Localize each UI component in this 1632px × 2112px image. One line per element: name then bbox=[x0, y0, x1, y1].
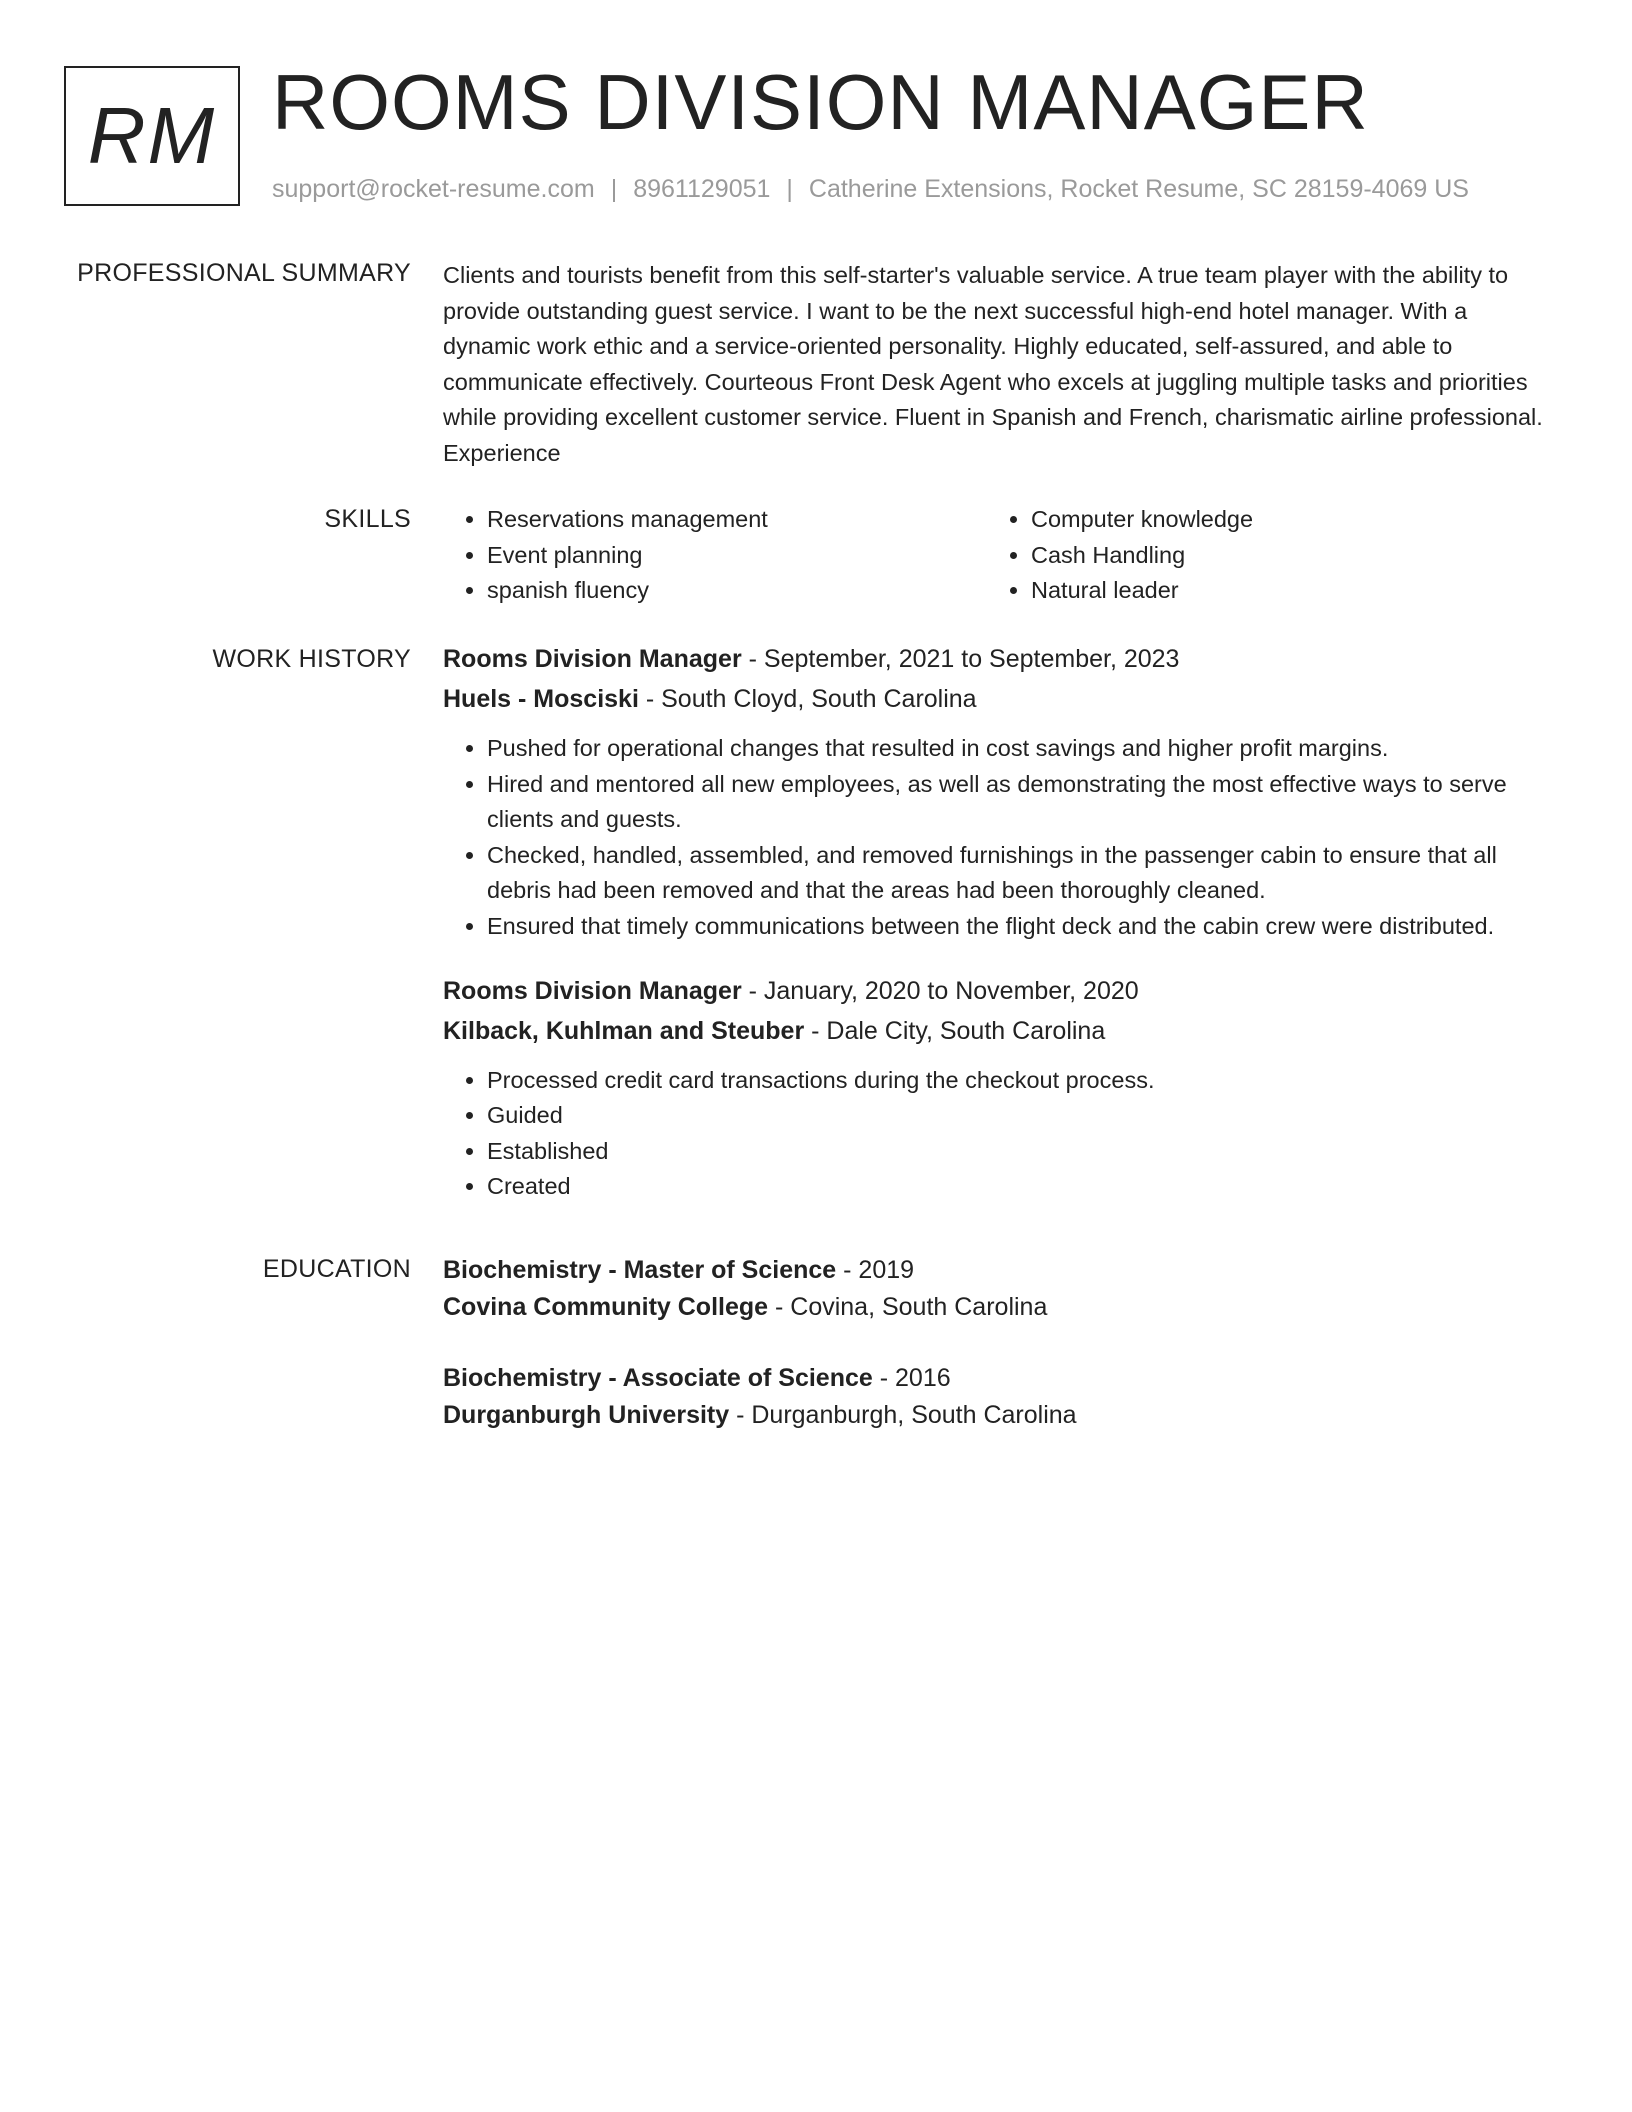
skill-item: • Natural leader bbox=[1031, 573, 1531, 609]
job-title-line bbox=[443, 639, 1553, 679]
work-body bbox=[443, 639, 1553, 1205]
job-bullet: • Established bbox=[487, 1134, 1553, 1170]
job-company-line bbox=[443, 679, 1553, 719]
education-school: Durganburgh University bbox=[443, 1401, 730, 1429]
job-bullet: • Processed credit card transactions during the checkout process. bbox=[487, 1063, 1553, 1099]
monogram-initials: RM bbox=[87, 91, 217, 180]
education-heading: EDUCATION bbox=[262, 1255, 411, 1283]
job-bullet: • Pushed for operational changes that resulted in cost savings and higher profit margins. bbox=[487, 731, 1553, 767]
skills-grid bbox=[443, 502, 1553, 609]
contact-separator: | bbox=[610, 175, 618, 203]
education-body bbox=[443, 1252, 1553, 1434]
monogram-box bbox=[64, 66, 240, 206]
job-company: Huels - Mosciski bbox=[443, 685, 639, 713]
education-entry bbox=[443, 1252, 1553, 1326]
job-bullet: • Guided bbox=[487, 1098, 1553, 1134]
contact-email[interactable]: support@rocket-resume.com bbox=[272, 175, 595, 203]
skill-item: • Cash Handling bbox=[1031, 538, 1531, 574]
resume-title: ROOMS DIVISION MANAGER bbox=[272, 58, 1369, 146]
education-degree-line bbox=[443, 1252, 1553, 1289]
work-heading: WORK HISTORY bbox=[212, 645, 411, 673]
education-degree: Biochemistry - Associate of Science bbox=[443, 1364, 873, 1392]
education-school: Covina Community College bbox=[443, 1293, 769, 1321]
education-year: - 2019 bbox=[836, 1256, 915, 1284]
summary-body bbox=[443, 258, 1553, 472]
education-year: - 2016 bbox=[872, 1364, 951, 1392]
job-entry bbox=[443, 971, 1553, 1205]
job-company-line bbox=[443, 1011, 1553, 1051]
skill-item: • Event planning bbox=[487, 538, 987, 574]
job-dates: - September, 2021 to September, 2023 bbox=[741, 645, 1180, 673]
education-school-line bbox=[443, 1289, 1553, 1326]
skills-body bbox=[443, 502, 1553, 609]
skill-item: • spanish fluency bbox=[487, 573, 987, 609]
contact-line bbox=[272, 172, 1469, 206]
job-location: - South Cloyd, South Carolina bbox=[638, 685, 977, 713]
education-entry bbox=[443, 1360, 1553, 1434]
skill-item: • Reservations management bbox=[487, 502, 987, 538]
skills-heading: SKILLS bbox=[324, 505, 411, 533]
job-entry bbox=[443, 639, 1553, 945]
job-bullet: • Ensured that timely communications between the flight deck and the cabin crew were distributed. bbox=[487, 909, 1553, 945]
job-company: Kilback, Kuhlman and Steuber bbox=[443, 1016, 805, 1045]
job-title-line bbox=[443, 971, 1553, 1011]
education-degree-line bbox=[443, 1360, 1553, 1397]
job-bullet: • Created bbox=[487, 1169, 1553, 1205]
job-title: Rooms Division Manager bbox=[443, 645, 742, 673]
contact-phone[interactable]: 8961129051 bbox=[633, 175, 771, 203]
job-bullets bbox=[443, 731, 1553, 945]
job-bullets bbox=[443, 1063, 1553, 1205]
skills-column-1 bbox=[443, 502, 987, 609]
skill-item: • Computer knowledge bbox=[1031, 502, 1531, 538]
contact-address: Catherine Extensions, Rocket Resume, SC 28159-4069 US bbox=[808, 175, 1469, 203]
job-dates: - January, 2020 to November, 2020 bbox=[741, 976, 1139, 1005]
education-degree: Biochemistry - Master of Science bbox=[443, 1256, 837, 1284]
skills-column-2 bbox=[987, 502, 1531, 609]
job-title: Rooms Division Manager bbox=[443, 976, 742, 1005]
job-location: - Dale City, South Carolina bbox=[804, 1016, 1106, 1045]
summary-text: Clients and tourists benefit from this self-starter's valuable service. A true team player with the ability to provide outstanding guest service. I want to be the next successful high-end hotel manager. With a dynamic work ethic and a service-oriented personality. Highly educated, self-assured, and able to communicate effectively. Courteous Front Desk Agent who excels at juggling multiple tasks and priorities while providing excellent customer service. Fluent in Spanish and French, charismatic airline professional. Experience bbox=[443, 262, 1543, 466]
education-school-line bbox=[443, 1397, 1553, 1434]
job-bullet: • Checked, handled, assembled, and removed furnishings in the passenger cabin to ensure that all debris had been removed and that the areas had been thoroughly cleaned. bbox=[487, 838, 1553, 909]
education-location: - Durganburgh, South Carolina bbox=[729, 1401, 1077, 1429]
job-bullet: • Hired and mentored all new employees, as well as demonstrating the most effective ways to serve clients and guests. bbox=[487, 767, 1553, 838]
education-location: - Covina, South Carolina bbox=[768, 1293, 1048, 1321]
contact-separator: | bbox=[786, 175, 793, 203]
summary-heading: PROFESSIONAL SUMMARY bbox=[77, 259, 411, 287]
